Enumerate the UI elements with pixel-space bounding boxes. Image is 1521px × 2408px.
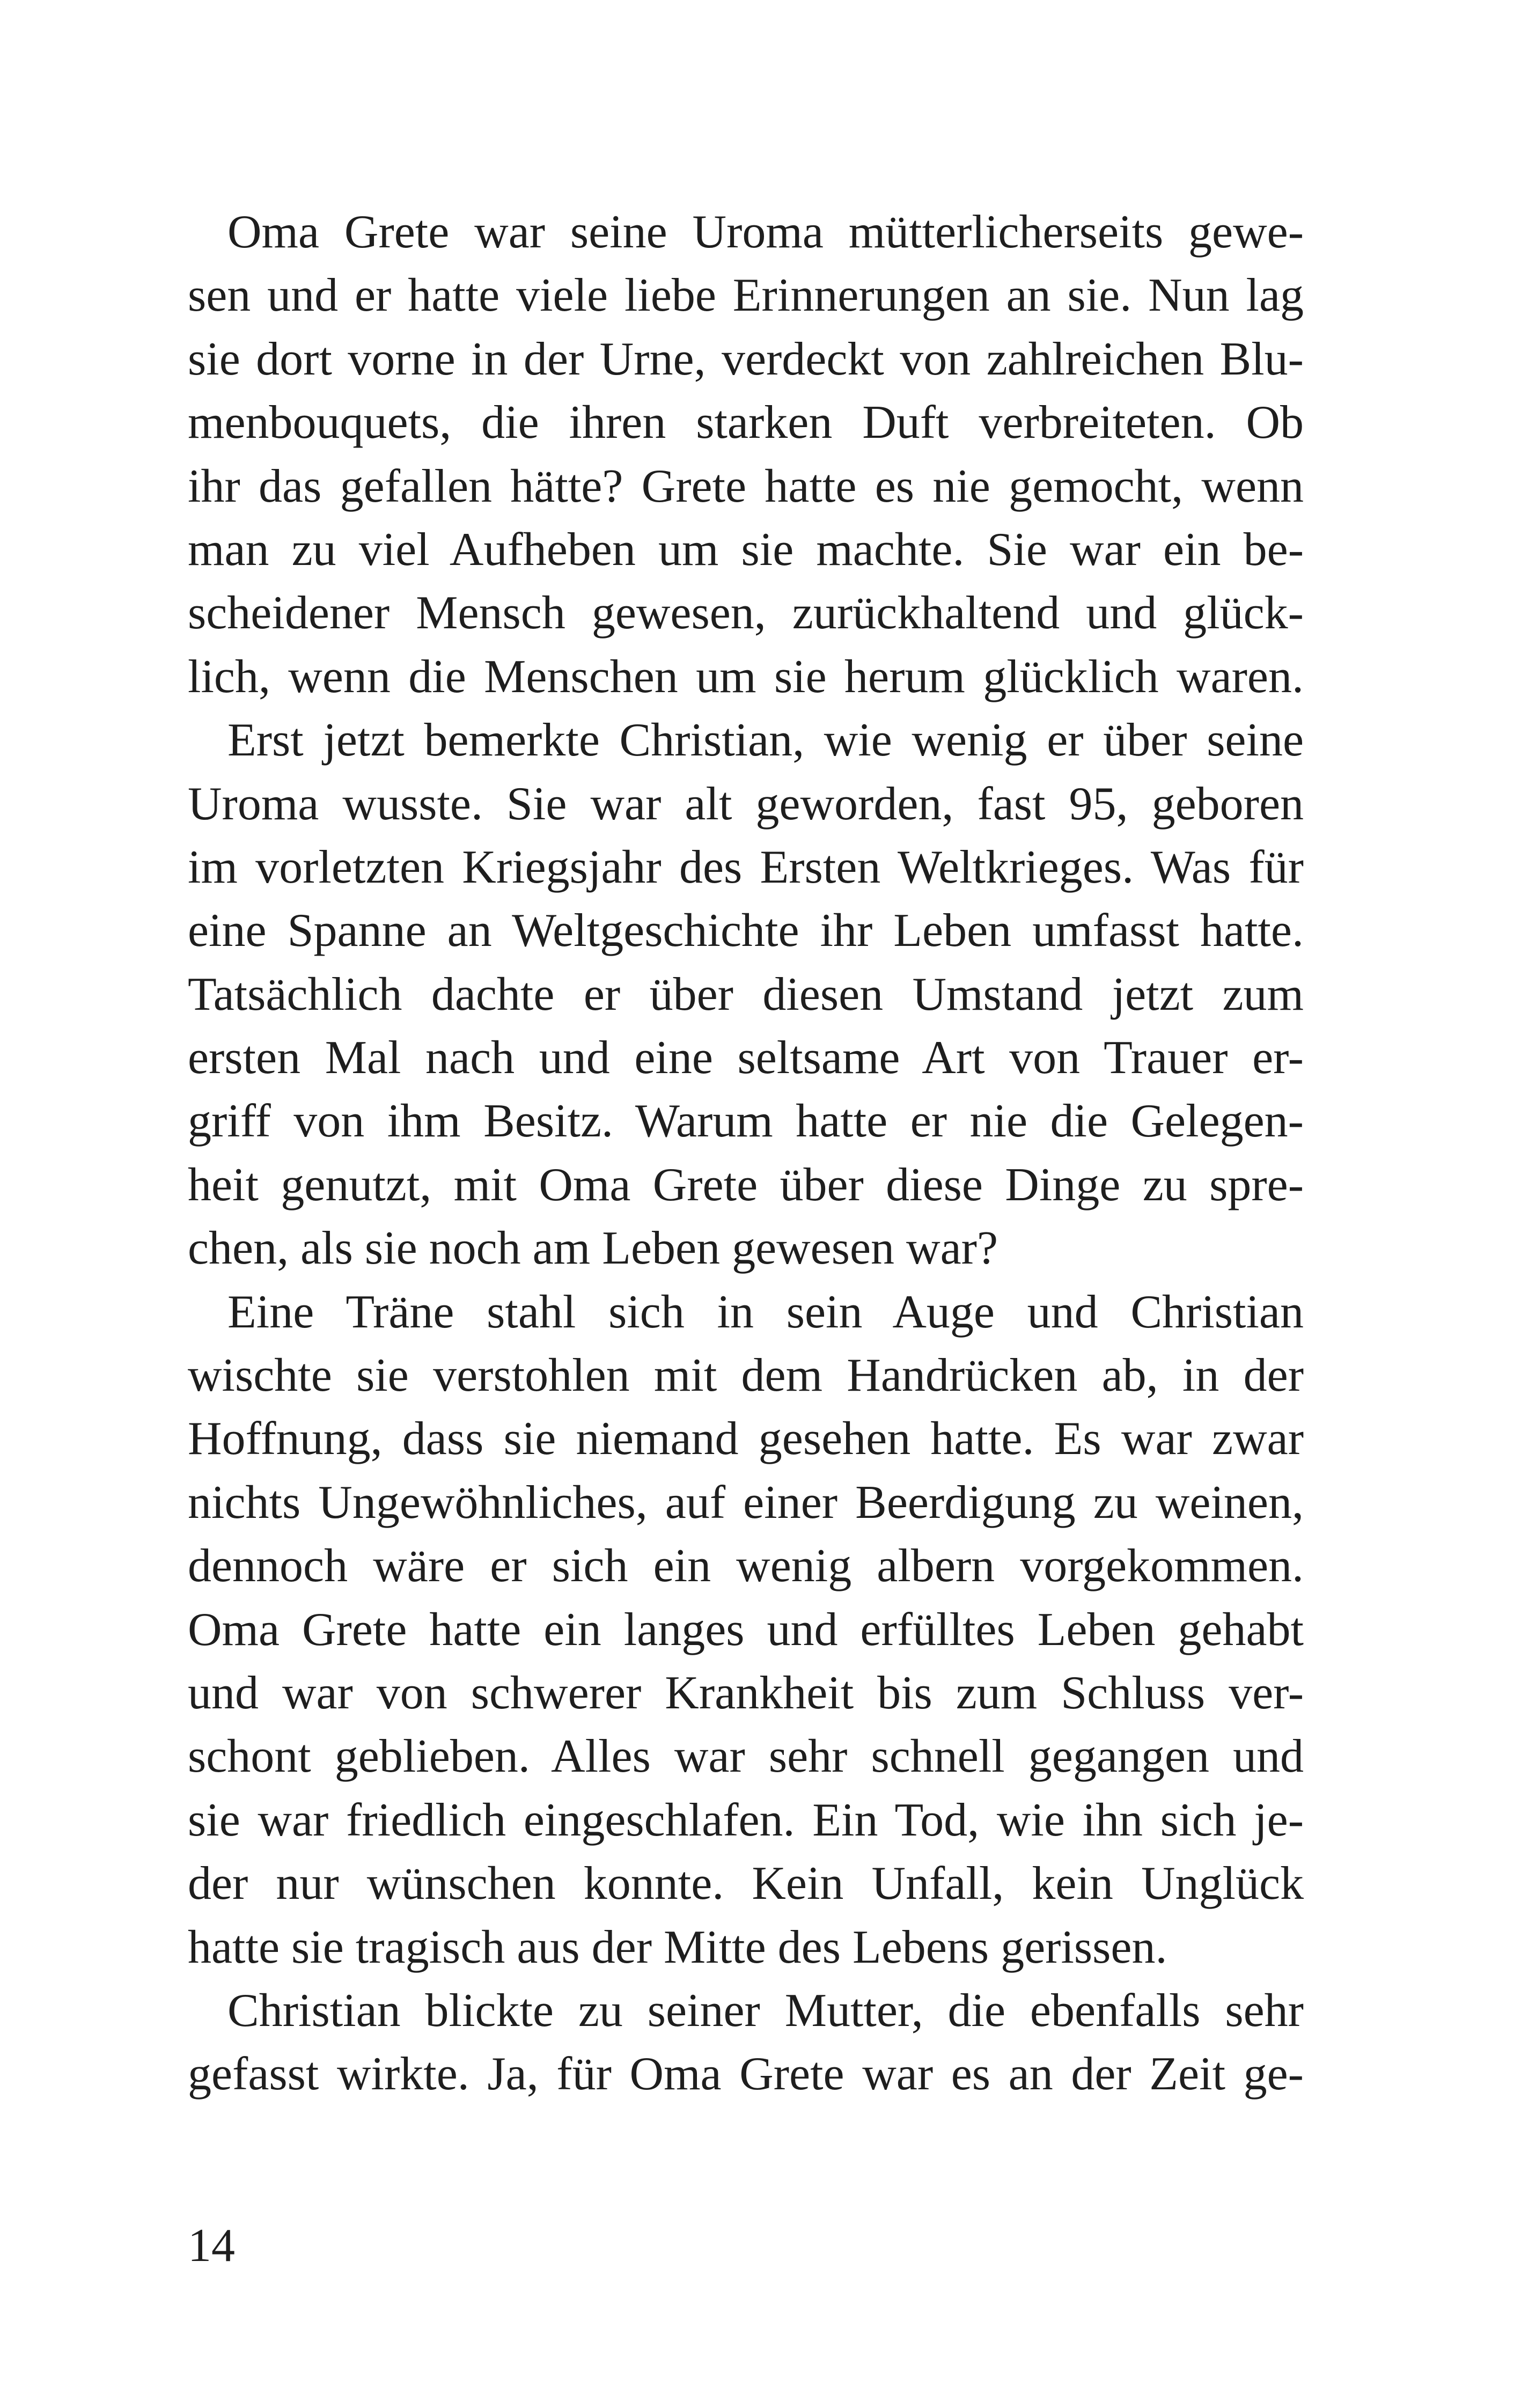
body-text	[188, 201, 1304, 2106]
text-line: Tatsächlich dachte er über diesen Umstand jetzt zum	[188, 968, 1304, 1021]
text-line: dennoch wäre er sich ein wenig albern vorgekommen.	[188, 1540, 1304, 1592]
text-line: hatte sie tragisch aus der Mitte des Lebens gerissen.	[188, 1921, 1167, 1973]
text-line: nichts Ungewöhnliches, auf einer Beerdigung zu weinen,	[188, 1476, 1304, 1529]
text-line: gefasst wirkte. Ja, für Oma Grete war es an der Zeit ge-	[188, 2048, 1304, 2101]
text-line: Eine Träne stahl sich in sein Auge und Christian	[227, 1286, 1304, 1338]
text-line: im vorletzten Kriegsjahr des Ersten Weltkrieges. Was für	[188, 841, 1304, 893]
paragraph	[188, 1281, 1304, 1979]
text-line: Uroma wusste. Sie war alt geworden, fast 95, geboren	[188, 777, 1304, 830]
text-line: der nur wünschen konnte. Kein Unfall, kein Unglück	[188, 1858, 1304, 1910]
text-line: menbouquets, die ihren starken Duft verbreiteten. Ob	[188, 397, 1304, 449]
page-number: 14	[188, 2220, 235, 2272]
text-line: chen, als sie noch am Leben gewesen war?	[188, 1222, 998, 1275]
text-line: griff von ihm Besitz. Warum hatte er nie die Gelegen-	[188, 1095, 1304, 1148]
text-line: Hoffnung, dass sie niemand gesehen hatte. Es war zwar	[188, 1413, 1304, 1465]
text-line: Erst jetzt bemerkte Christian, wie wenig er über seine	[227, 714, 1304, 767]
text-line: Christian blickte zu seiner Mutter, die ebenfalls sehr	[227, 1984, 1304, 2037]
text-line: scheidener Mensch gewesen, zurückhaltend und glück-	[188, 587, 1304, 640]
text-line: wischte sie verstohlen mit dem Handrücken ab, in der	[188, 1349, 1304, 1402]
text-line: sie dort vorne in der Urne, verdeckt von zahlreichen Blu-	[188, 333, 1304, 385]
text-line: sie war friedlich eingeschlafen. Ein Tod, wie ihn sich je-	[188, 1794, 1304, 1846]
text-line: und war von schwerer Krankheit bis zum Schluss ver-	[188, 1666, 1304, 1719]
text-line: Oma Grete war seine Uroma mütterlicherseits gewe-	[227, 206, 1304, 258]
text-line: Oma Grete hatte ein langes und erfülltes Leben gehabt	[188, 1603, 1304, 1656]
paragraph	[188, 1979, 1304, 2106]
text-line: ihr das gefallen hätte? Grete hatte es nie gemocht, wenn	[188, 460, 1304, 512]
text-line: man zu viel Aufheben um sie machte. Sie war ein be-	[188, 523, 1304, 576]
text-line: ersten Mal nach und eine seltsame Art von Trauer er-	[188, 1032, 1304, 1084]
text-line: lich, wenn die Menschen um sie herum glücklich waren.	[188, 650, 1304, 703]
text-line: heit genutzt, mit Oma Grete über diese Dinge zu spre-	[188, 1158, 1304, 1211]
text-line: eine Spanne an Weltgeschichte ihr Leben umfasst hatte.	[188, 905, 1304, 957]
text-line: schont geblieben. Alles war sehr schnell gegangen und	[188, 1730, 1304, 1783]
paragraph	[188, 201, 1304, 709]
text-line: sen und er hatte viele liebe Erinnerungen an sie. Nun lag	[188, 269, 1304, 322]
paragraph	[188, 709, 1304, 1281]
